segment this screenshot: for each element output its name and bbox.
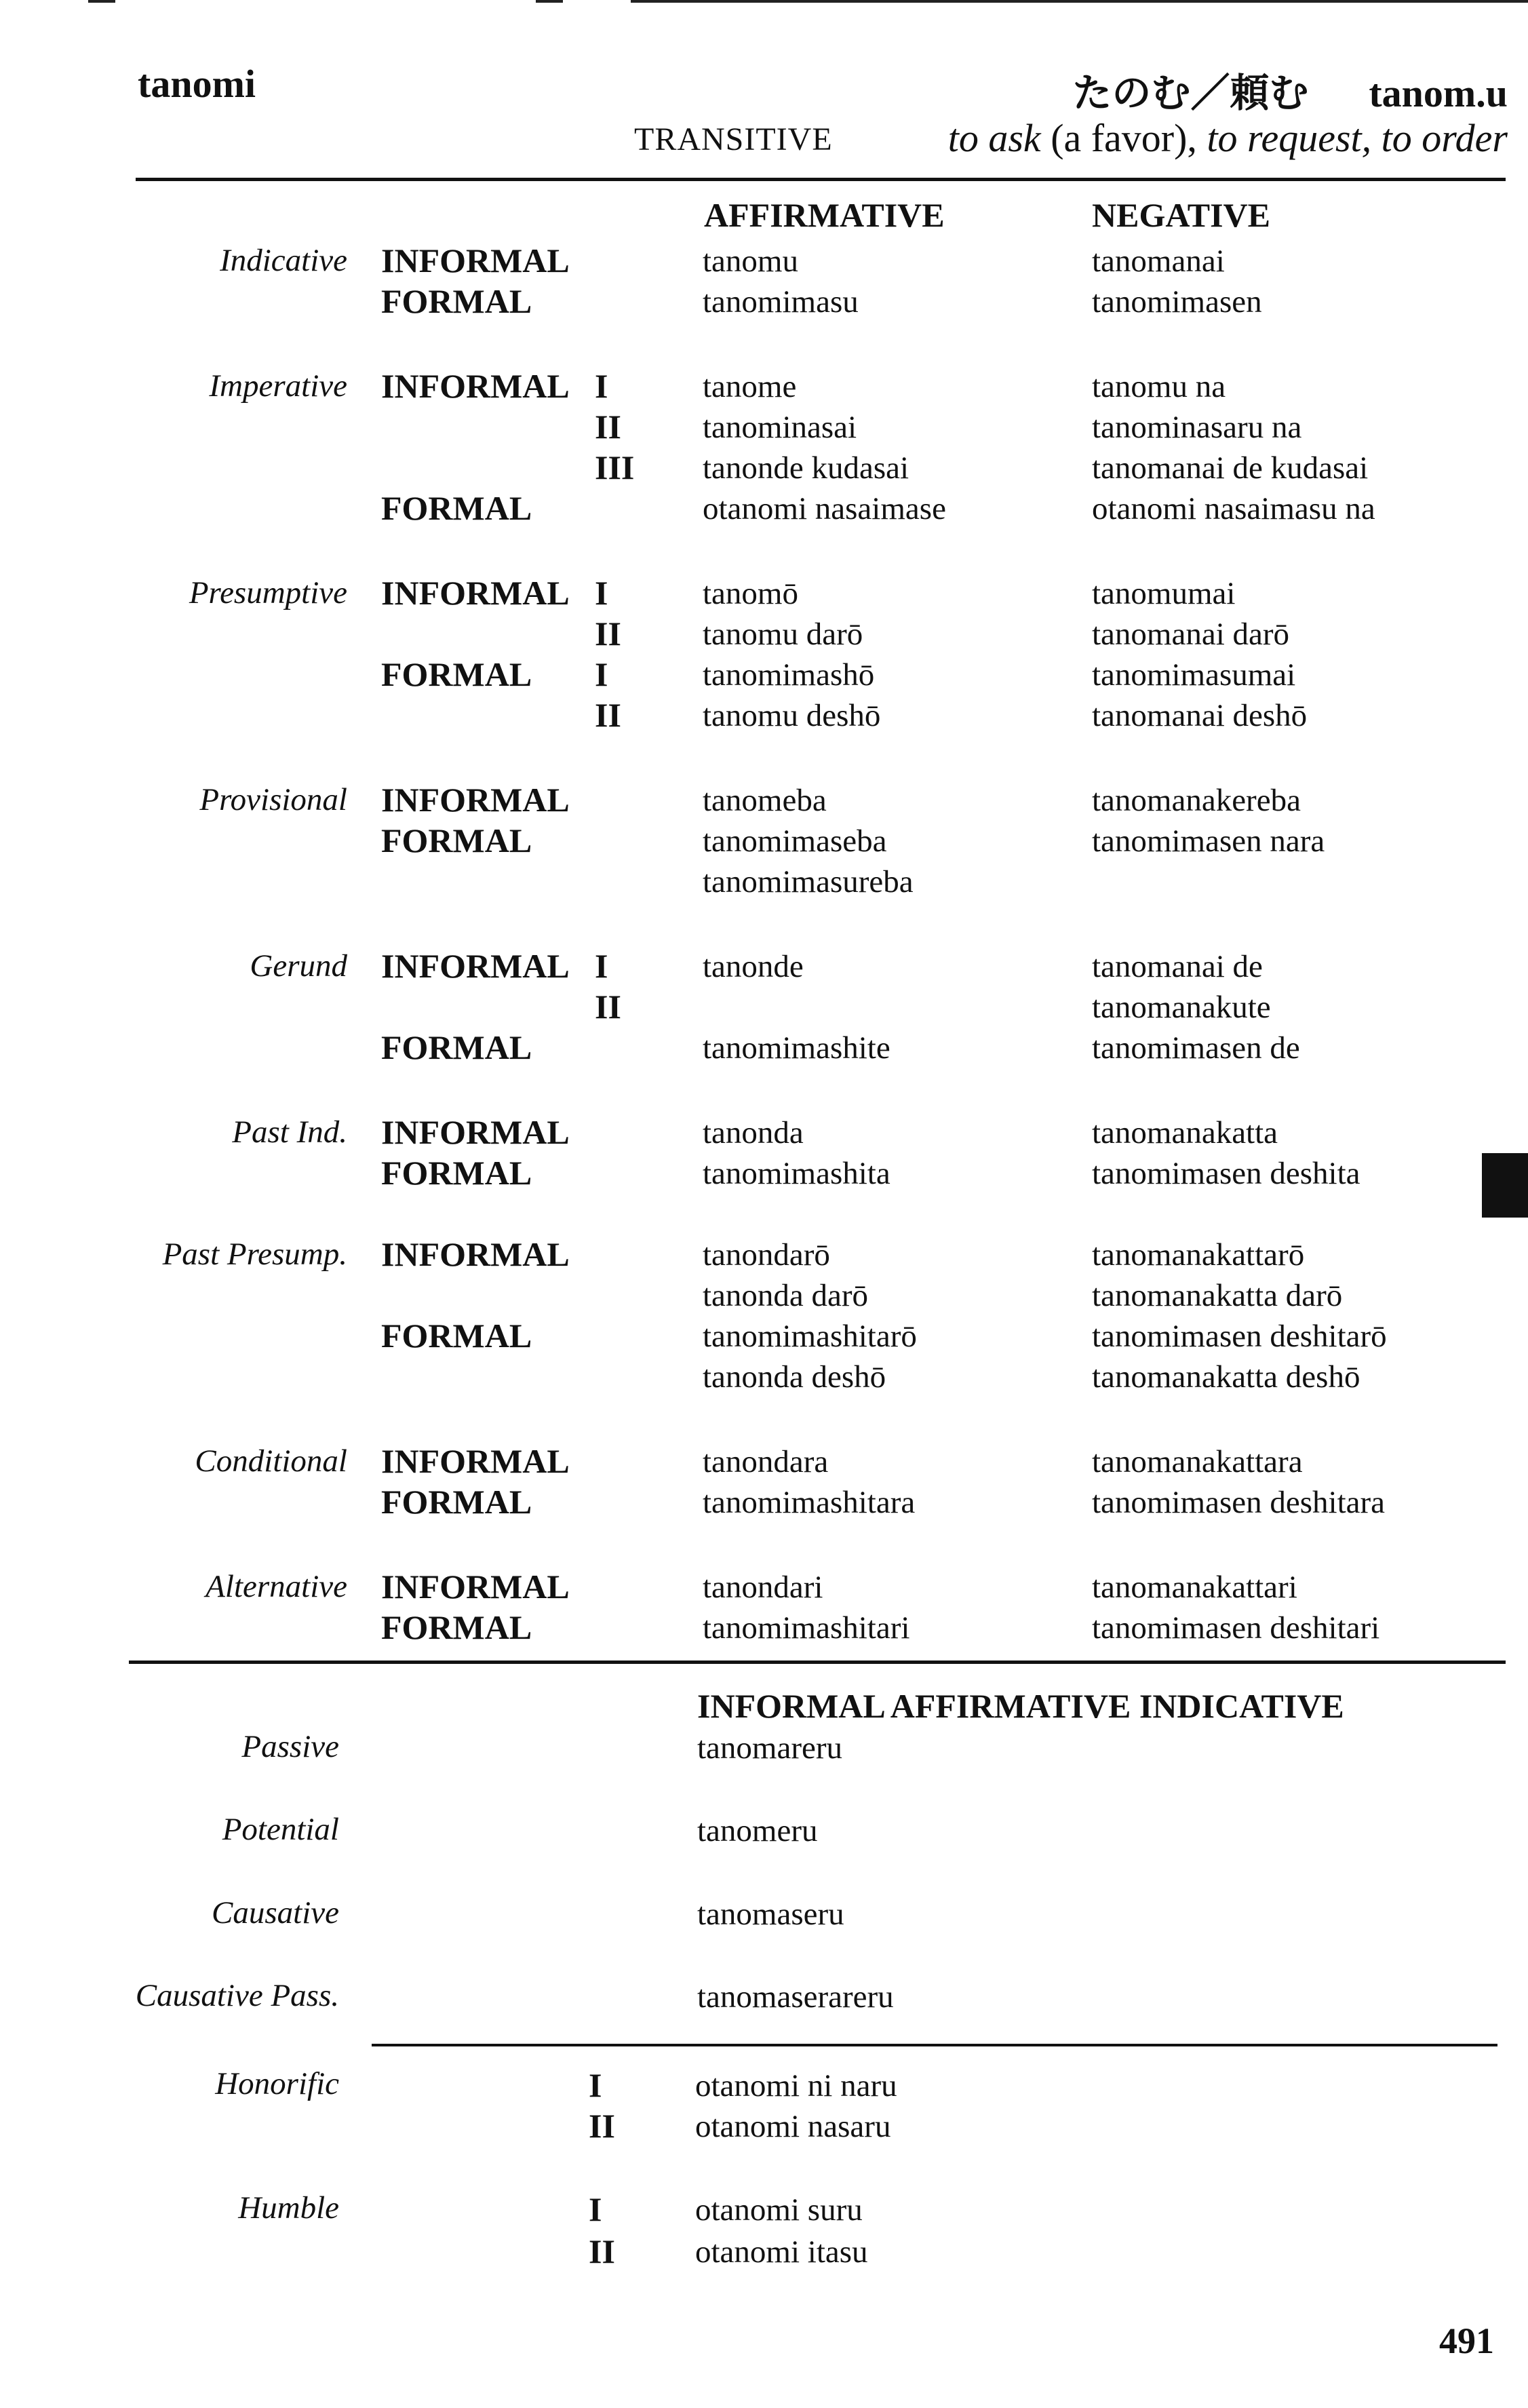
form-label: Gerund bbox=[250, 948, 347, 984]
variant-number: II bbox=[595, 696, 621, 734]
definition-part-3: to request, to order bbox=[1207, 116, 1508, 160]
romaji-headword-right: tanom.u bbox=[1369, 71, 1508, 115]
register-label: INFORMAL bbox=[381, 574, 570, 612]
informal-affirmative-indicative-header: INFORMAL AFFIRMATIVE INDICATIVE bbox=[697, 1687, 1344, 1725]
variant-number: I bbox=[595, 947, 608, 985]
affirmative-form: tanomimashite bbox=[703, 1030, 890, 1066]
register-label: INFORMAL bbox=[381, 1568, 570, 1606]
honorific-form-value: otanomi nasaru bbox=[695, 2109, 891, 2144]
register-label: FORMAL bbox=[381, 1028, 532, 1066]
definition-part-1: to ask bbox=[947, 116, 1041, 160]
affirmative-form: tanomimashitarō bbox=[703, 1319, 917, 1354]
register-label: INFORMAL bbox=[381, 1113, 570, 1151]
header-rule bbox=[136, 178, 1506, 181]
variant-number: I bbox=[595, 367, 608, 405]
negative-form: tanomanakute bbox=[1092, 990, 1271, 1025]
derived-form-label: Passive bbox=[241, 1729, 339, 1764]
negative-form: tanomanai bbox=[1092, 244, 1225, 279]
variant-number: II bbox=[589, 2107, 615, 2145]
honorific-form-value: otanomi suru bbox=[695, 2192, 863, 2228]
negative-form: tanomanai de bbox=[1092, 949, 1263, 984]
negative-form: otanomi nasaimasu na bbox=[1092, 491, 1375, 526]
honorific-form-value: otanomi ni naru bbox=[695, 2068, 897, 2103]
romaji-headword-left: tanomi bbox=[138, 62, 256, 106]
affirmative-form: tanome bbox=[703, 369, 797, 404]
affirmative-form: tanomimasureba bbox=[703, 864, 914, 899]
register-label: FORMAL bbox=[381, 1317, 532, 1355]
form-label: Past Ind. bbox=[232, 1114, 347, 1150]
negative-form: tanomanakattara bbox=[1092, 1444, 1303, 1479]
honorific-rule bbox=[372, 2044, 1497, 2046]
negative-form: tanomimasen nara bbox=[1092, 823, 1325, 859]
derived-form-value: tanomeru bbox=[697, 1813, 818, 1848]
register-label: INFORMAL bbox=[381, 1442, 570, 1480]
form-label: Past Presump. bbox=[162, 1237, 347, 1272]
negative-form: tanomimasen deshitara bbox=[1092, 1485, 1385, 1520]
definition bbox=[948, 115, 1508, 161]
affirmative-form: tanomimashitara bbox=[703, 1485, 916, 1520]
negative-form: tanomanakatta bbox=[1092, 1115, 1278, 1150]
variant-number: II bbox=[595, 615, 621, 653]
kana-headword: たのむ／頼む bbox=[1072, 70, 1309, 116]
derived-form-label: Causative bbox=[212, 1895, 339, 1930]
affirmative-form: tanomu deshō bbox=[703, 698, 881, 733]
honorific-form-value: otanomi itasu bbox=[695, 2234, 868, 2270]
affirmative-form: tanondarō bbox=[703, 1237, 830, 1273]
negative-form: tanomanai de kudasai bbox=[1092, 450, 1369, 486]
derived-form-value: tanomareru bbox=[697, 1730, 843, 1766]
affirmative-form: tanominasai bbox=[703, 410, 857, 445]
register-label: INFORMAL bbox=[381, 781, 570, 819]
derived-form-value: tanomaseru bbox=[697, 1897, 844, 1932]
register-label: FORMAL bbox=[381, 489, 532, 527]
definition-part-2: (a favor), bbox=[1040, 116, 1207, 160]
scan-edge-line bbox=[88, 0, 115, 3]
variant-number: I bbox=[595, 574, 608, 612]
variant-number: II bbox=[595, 988, 621, 1026]
negative-form: tanomimasen de bbox=[1092, 1030, 1300, 1066]
honorific-form-label: Humble bbox=[238, 2190, 339, 2226]
derived-form-label: Causative Pass. bbox=[135, 1978, 339, 2013]
negative-form: tanomanakatta deshō bbox=[1092, 1359, 1360, 1395]
scan-edge-line bbox=[631, 0, 1528, 3]
register-label: INFORMAL bbox=[381, 367, 570, 405]
register-label: FORMAL bbox=[381, 821, 532, 859]
affirmative-form: tanomimashitari bbox=[703, 1610, 910, 1646]
form-label: Alternative bbox=[205, 1569, 347, 1604]
affirmative-form: tanondara bbox=[703, 1444, 829, 1479]
form-label: Provisional bbox=[199, 782, 347, 817]
derived-form-label: Potential bbox=[222, 1812, 339, 1847]
register-label: INFORMAL bbox=[381, 241, 570, 279]
negative-form: tanomimasen deshita bbox=[1092, 1156, 1360, 1191]
register-label: INFORMAL bbox=[381, 1235, 570, 1273]
form-label: Imperative bbox=[209, 368, 347, 404]
variant-number: II bbox=[589, 2232, 615, 2270]
form-label: Indicative bbox=[220, 243, 347, 278]
affirmative-header: AFFIRMATIVE bbox=[704, 196, 945, 234]
variant-number: II bbox=[595, 408, 621, 446]
negative-form: tanomumai bbox=[1092, 576, 1236, 611]
page-number: 491 bbox=[1439, 2320, 1494, 2361]
thumb-index-tab bbox=[1482, 1153, 1528, 1218]
affirmative-form: tanomimashō bbox=[703, 657, 875, 693]
affirmative-form: tanomimaseba bbox=[703, 823, 887, 859]
variant-number: I bbox=[589, 2190, 602, 2228]
headword-right bbox=[1072, 61, 1508, 118]
form-label: Presumptive bbox=[189, 575, 347, 610]
negative-form: tanomanakatta darō bbox=[1092, 1278, 1343, 1313]
negative-form: tanomanakereba bbox=[1092, 783, 1301, 818]
negative-form: tanomimasen deshitarō bbox=[1092, 1319, 1387, 1354]
register-label: FORMAL bbox=[381, 1608, 532, 1646]
register-label: FORMAL bbox=[381, 655, 532, 693]
affirmative-form: tanomu darō bbox=[703, 617, 863, 652]
negative-form: tanomimasumai bbox=[1092, 657, 1296, 693]
register-label: FORMAL bbox=[381, 1154, 532, 1192]
negative-form: tanomanai darō bbox=[1092, 617, 1290, 652]
section-rule bbox=[129, 1661, 1506, 1664]
register-label: FORMAL bbox=[381, 282, 532, 320]
affirmative-form: tanonda darō bbox=[703, 1278, 869, 1313]
affirmative-form: tanonde kudasai bbox=[703, 450, 909, 486]
scan-edge-line bbox=[536, 0, 563, 3]
form-label: Conditional bbox=[195, 1443, 347, 1479]
negative-form: tanomanakattarō bbox=[1092, 1237, 1305, 1273]
affirmative-form: tanonda bbox=[703, 1115, 804, 1150]
variant-number: III bbox=[595, 448, 635, 486]
affirmative-form: otanomi nasaimase bbox=[703, 491, 946, 526]
register-label: FORMAL bbox=[381, 1483, 532, 1521]
derived-form-value: tanomaserareru bbox=[697, 1979, 894, 2015]
affirmative-form: tanondari bbox=[703, 1570, 823, 1605]
register-label: INFORMAL bbox=[381, 947, 570, 985]
negative-form: tanomanakattari bbox=[1092, 1570, 1297, 1605]
negative-form: tanomu na bbox=[1092, 369, 1226, 404]
affirmative-form: tanomimashita bbox=[703, 1156, 890, 1191]
variant-number: I bbox=[589, 2066, 602, 2104]
variant-number: I bbox=[595, 655, 608, 693]
negative-form: tanominasaru na bbox=[1092, 410, 1302, 445]
honorific-form-label: Honorific bbox=[215, 2066, 339, 2101]
affirmative-form: tanomimasu bbox=[703, 284, 859, 319]
affirmative-form: tanomō bbox=[703, 576, 798, 611]
affirmative-form: tanomeba bbox=[703, 783, 827, 818]
negative-header: NEGATIVE bbox=[1092, 196, 1271, 234]
transitivity-label: TRANSITIVE bbox=[634, 121, 833, 157]
negative-form: tanomimasen deshitari bbox=[1092, 1610, 1380, 1646]
negative-form: tanomanai deshō bbox=[1092, 698, 1308, 733]
negative-form: tanomimasen bbox=[1092, 284, 1262, 319]
affirmative-form: tanomu bbox=[703, 244, 798, 279]
affirmative-form: tanonda deshō bbox=[703, 1359, 886, 1395]
affirmative-form: tanonde bbox=[703, 949, 804, 984]
